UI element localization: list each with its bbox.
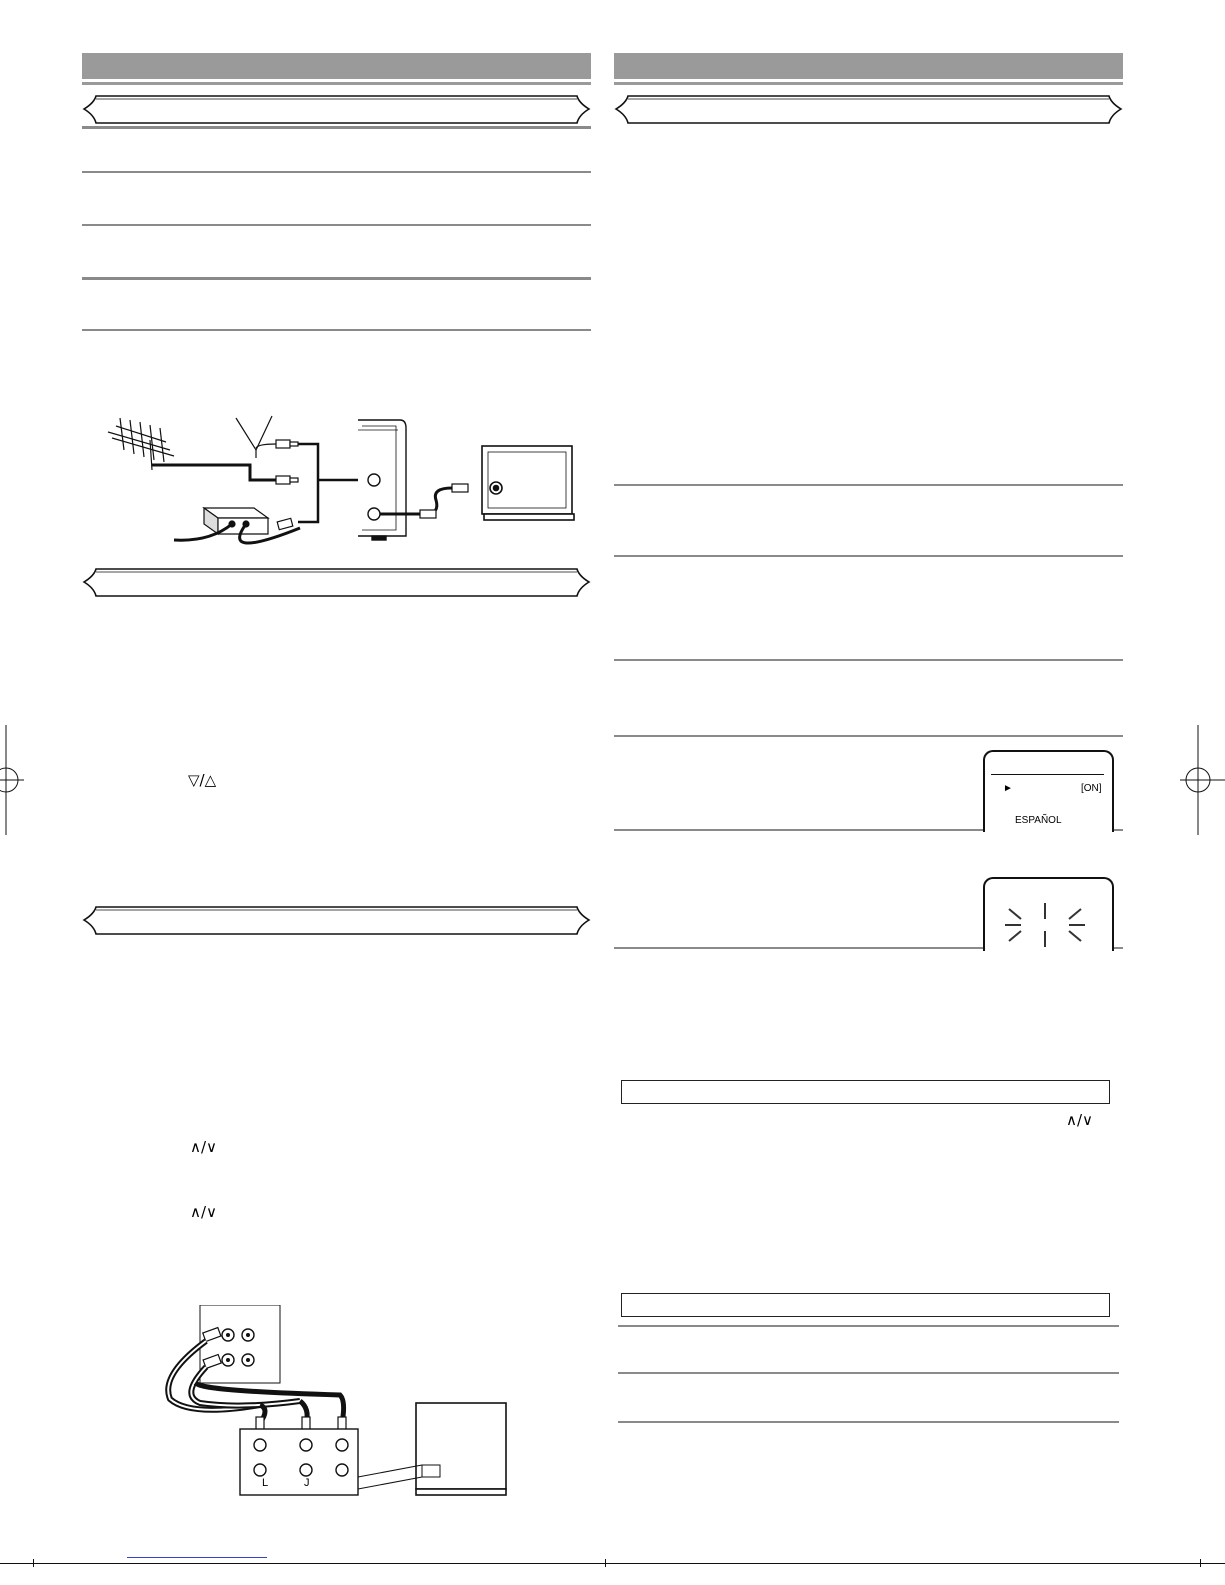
osd-menu-divider xyxy=(991,774,1104,775)
right-divider-1 xyxy=(614,484,1123,486)
flashing-display-screen xyxy=(983,877,1114,951)
right-subsection-banner-1 xyxy=(614,95,1123,125)
rabbit-ears-antenna-icon xyxy=(236,416,276,458)
left-divider-2 xyxy=(82,171,591,173)
up-down-arrow-icon: ∧/∨ xyxy=(1066,1111,1094,1129)
flashing-indicator-icon xyxy=(985,879,1112,951)
left-subsection-banner-2 xyxy=(82,568,591,598)
jack-label-right: J xyxy=(304,1477,310,1489)
left-divider-5 xyxy=(82,329,591,331)
bottom-tick-right xyxy=(1200,1559,1201,1567)
bottom-tick-left xyxy=(33,1559,34,1567)
tv-icon xyxy=(482,446,574,520)
left-divider-3 xyxy=(82,224,591,226)
crosshair-registration-icon-right xyxy=(1170,725,1225,835)
up-down-arrow-icon: ∧/∨ xyxy=(190,1138,218,1156)
antenna-connection-diagram xyxy=(100,410,580,560)
down-up-arrow-icon: ▽/△ xyxy=(188,771,217,789)
left-divider-1 xyxy=(82,126,591,129)
right-divider-4 xyxy=(614,735,1123,737)
bottom-trim-line xyxy=(0,1563,1225,1564)
right-note-box-1 xyxy=(621,1080,1110,1104)
antenna-icon xyxy=(108,418,174,470)
osd-menu-screen xyxy=(983,750,1114,832)
left-subsection-banner-1 xyxy=(82,95,591,125)
av-connection-diagram xyxy=(160,1305,510,1500)
right-divider-3 xyxy=(614,659,1123,661)
right-divider-2 xyxy=(614,555,1123,557)
right-divider-7 xyxy=(618,1325,1119,1327)
tv-icon xyxy=(416,1403,506,1495)
osd-language-option: ESPAÑOL xyxy=(1015,815,1062,826)
left-divider-4 xyxy=(82,277,591,280)
left-subsection-banner-3 xyxy=(82,906,591,936)
bottom-link-underline xyxy=(127,1557,267,1558)
right-section-header-band xyxy=(614,53,1123,82)
right-note-box-2 xyxy=(621,1293,1110,1317)
crosshair-registration-icon-left xyxy=(0,725,24,835)
osd-on-value: [ON] xyxy=(1081,783,1102,794)
vcr-rear-panel-icon xyxy=(358,420,406,540)
bottom-tick-center xyxy=(605,1559,606,1567)
left-section-header-band xyxy=(82,53,591,82)
right-divider-8 xyxy=(618,1372,1119,1374)
jack-label-left: L xyxy=(262,1477,269,1489)
osd-cursor-icon: ► xyxy=(1003,783,1013,794)
right-divider-9 xyxy=(618,1421,1119,1423)
up-down-arrow-icon: ∧/∨ xyxy=(190,1203,218,1221)
